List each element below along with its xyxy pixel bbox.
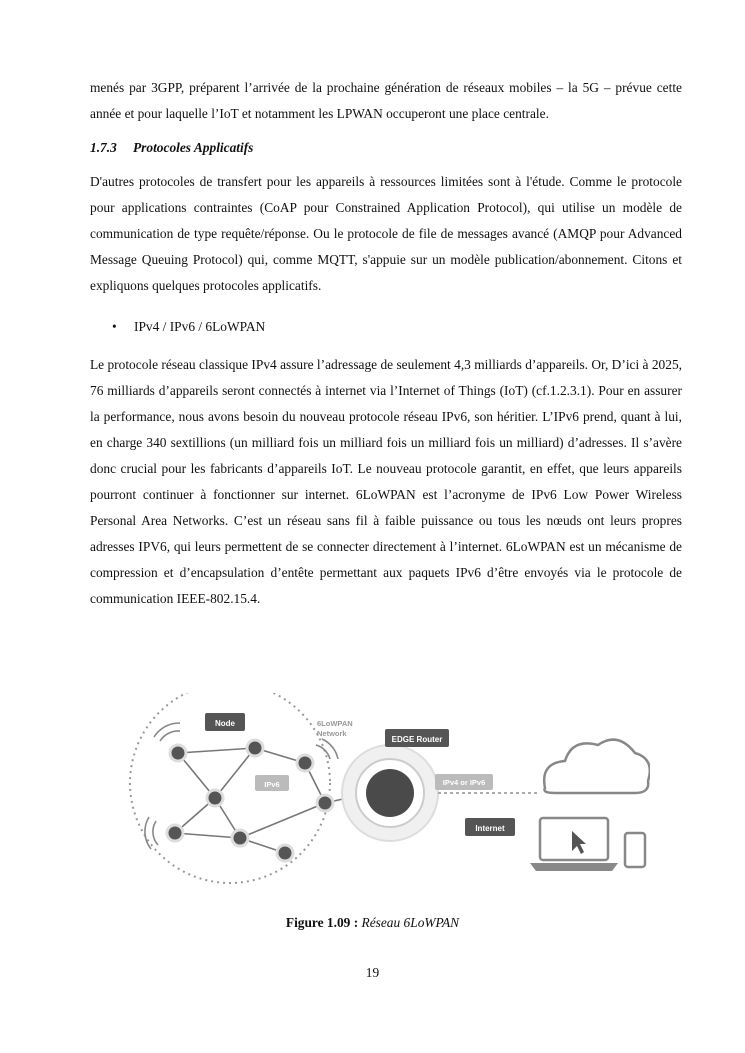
page-number: 19 <box>365 965 380 980</box>
paragraph-protocols: D'autres protocoles de transfert pour les appareils à ressources limitées sont à l'étude. Comme le protocole pour applications contraintes (CoAP pour Constrained Application Protocol), qui utilise un modèle de communication de type requête/réponse. Ou le protocole de file de messages avancé (AMQP pour Advanced Message Queuing Protocol) qui, comme MQTT, s'appuie sur un modèle publication/abonnement. Citons et expliquons quelques protocoles applicatifs. <box>90 174 682 293</box>
ipv6-label: IPv6 <box>264 780 280 789</box>
paragraph-intro: menés par 3GPP, préparent l’arrivée de la prochaine génération de réseaux mobiles – la 5G – prévue cette année et pour laquelle l’IoT et notamment les LPWAN occuperont une place centrale. <box>90 80 682 121</box>
node-label: Node <box>215 719 235 728</box>
bullet-item <box>112 314 265 340</box>
internet-label: Internet <box>475 824 505 833</box>
network-label-line1: 6LoWPAN <box>317 719 353 728</box>
paragraph-ipv6: Le protocole réseau classique IPv4 assure l’adressage de seulement 4,3 milliards d’appareils. Or, D’ici à 2025, 76 milliards d’appareils seront connectés à internet via l’Internet of Things (IoT) (cf.1.2.3.1). Pour en assurer la performance, nous avons besoin du nouveau protocole réseau IPv6, son héritier. L’IPv6 prend, quant à lui, en charge 340 sextillions (un milliard fois un milliard fois un milliard fois un milliard) d’adresses. Il s’avère donc crucial pour les fabricants d’appareils IoT. Le nouveau protocole garantit, en effet, que leurs appareils pourront continuer à fonctionner sur internet. 6LoWPAN est l’acronyme de IPv6 Low Power Wireless Personal Area Networks. C’est un réseau sans fil à faible puissance ou tous les nœuds ont leurs propres adresses IPV6, qui leurs permettent de se connecter directement à l’internet. 6LoWPAN est un mécanisme de compression et d’encapsulation d’entête permettant aux paquets IPv6 d’être envoyés via le protocole de communication IEEE-802.15.4. <box>90 357 682 606</box>
network-diagram <box>120 693 650 893</box>
edge-router-label: EDGE Router <box>391 735 443 744</box>
laptop-base <box>530 863 618 871</box>
edge-router-icon <box>366 769 414 817</box>
section-number: 1.7.3 <box>90 140 117 155</box>
ipv4-ipv6-label: IPv4 or IPv6 <box>442 778 486 787</box>
bullet-icon: • <box>112 319 117 334</box>
section-heading <box>90 135 682 161</box>
mesh-links <box>175 748 370 853</box>
mesh-nodes <box>167 740 333 861</box>
bullet-text: IPv4 / IPv6 / 6LoWPAN <box>134 319 266 334</box>
network-label-line2: Network <box>317 729 347 738</box>
figure-caption-label: Figure 1.09 : <box>285 915 359 930</box>
figure-caption <box>0 912 745 934</box>
figure-6lowpan-diagram <box>120 693 650 893</box>
figure-caption-title: Réseau 6LoWPAN <box>361 915 460 930</box>
section-title: Protocoles Applicatifs <box>133 140 254 155</box>
cloud-icon <box>544 740 650 793</box>
phone-icon <box>625 833 645 867</box>
